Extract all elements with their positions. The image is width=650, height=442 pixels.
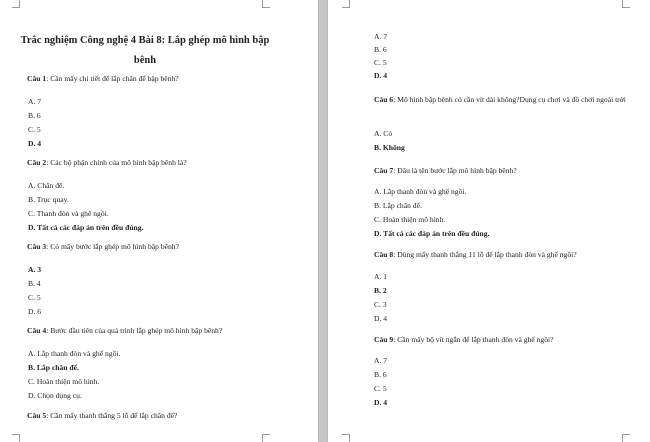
answer-option-correct: D. 4: [374, 398, 388, 407]
question-label: Câu 3: [27, 242, 47, 251]
question-text: : Có mấy bước lắp ghép mô hình bập bênh?: [46, 242, 179, 251]
question-label: Câu 9: [374, 335, 394, 344]
answer-option: A. 1: [374, 272, 388, 281]
answer-option: A. Lắp thanh đòn và ghế ngồi.: [28, 349, 121, 358]
answer-option: C. Hoàn thiện mô hình.: [374, 215, 446, 224]
question-label: Câu 8: [374, 250, 394, 259]
document-page-left: [0, 0, 318, 442]
answer-option: D. Chọn dụng cụ.: [28, 391, 82, 400]
answer-option-correct: D. 4: [374, 71, 388, 80]
question-text: : Mô hình bập bênh có cần vít dài không?Dụng cụ chơi và đồ chơi ngoài trời: [393, 95, 626, 104]
question-4: [27, 326, 222, 336]
question-text: : Cần mấy thanh thẳng 5 lỗ để lắp chân đế?: [46, 411, 178, 420]
answer-option-correct: D. Tất cả các đáp án trên đều đúng.: [28, 223, 144, 232]
answer-option: C. 3: [374, 300, 387, 309]
margin-corner-mark: [262, 0, 270, 8]
answer-option: A. Có: [374, 129, 393, 138]
answer-option-correct: D. 4: [28, 139, 42, 148]
question-text: : Dùng mấy thanh thẳng 11 lỗ để lắp thanh đòn và ghế ngồi?: [393, 250, 577, 259]
question-label: Câu 6: [374, 95, 394, 104]
answer-option-correct: B. Không: [374, 143, 405, 152]
question-label: Câu 5: [27, 411, 47, 420]
document-title: Trắc nghiệm Công nghệ 4 Bài 8: Lắp ghép mô hình bập bênh: [20, 35, 270, 66]
answer-option: B. Trục quay.: [28, 195, 69, 204]
answer-option: D. 6: [28, 307, 42, 316]
question-8: [374, 250, 577, 260]
question-9: [374, 335, 553, 345]
answer-option-correct: B. 2: [374, 286, 387, 295]
answer-option: C. Thanh đòn và ghế ngồi.: [28, 209, 109, 218]
answer-option: C. 5: [28, 125, 41, 134]
answer-option: B. Lắp chân đế.: [374, 201, 422, 210]
answer-option: A. Lắp thanh đòn và ghế ngồi.: [374, 187, 467, 196]
answer-option-correct: A. 3: [28, 265, 42, 274]
answer-option: B. 6: [374, 45, 387, 54]
answer-option: B. 6: [28, 111, 41, 120]
answer-option: C. 5: [28, 293, 41, 302]
question-1: [27, 74, 179, 84]
question-text: : Cần mấy bộ vít ngắn để lắp thanh đòn và ghế ngồi?: [393, 335, 554, 344]
question-3: [27, 242, 179, 252]
answer-option-correct: D. Tất cả các đáp án trên đều đúng.: [374, 229, 490, 238]
margin-corner-mark: [342, 0, 350, 8]
margin-corner-mark: [622, 434, 630, 442]
answer-option: A. Chân đế.: [28, 181, 65, 190]
question-text: : Đâu là tên bước lắp mô hình bập bênh?: [393, 166, 517, 175]
margin-corner-mark: [12, 0, 20, 8]
document-page-right: [328, 0, 650, 442]
question-label: Câu 7: [374, 166, 394, 175]
answer-option: C. 5: [374, 384, 387, 393]
answer-option: C. 5: [374, 58, 387, 67]
question-7: [374, 166, 517, 176]
question-text: : Bước đầu tiên của quá trình lắp ghép mô hình bập bênh?: [46, 326, 223, 335]
margin-corner-mark: [12, 434, 20, 442]
question-label: Câu 1: [27, 74, 47, 83]
answer-option: A. 7: [374, 32, 388, 41]
question-text: : Các bộ phận chính của mô hình bập bênh là?: [46, 158, 187, 167]
answer-option: A. 7: [28, 97, 42, 106]
question-label: Câu 2: [27, 158, 47, 167]
question-label: Câu 4: [27, 326, 47, 335]
answer-option: B. 4: [28, 279, 41, 288]
answer-option-correct: B. Lắp chân đế.: [28, 363, 79, 372]
margin-corner-mark: [342, 434, 350, 442]
answer-option: C. Hoàn thiện mô hình.: [28, 377, 100, 386]
question-text: : Cần mấy chi tiết để lắp chân để bập bênh?: [46, 74, 179, 83]
answer-option: D. 4: [374, 314, 388, 323]
answer-option: B. 6: [374, 370, 387, 379]
margin-corner-mark: [622, 0, 630, 8]
margin-corner-mark: [262, 434, 270, 442]
question-6: [374, 95, 636, 105]
answer-option: A. 7: [374, 356, 388, 365]
question-5: [27, 411, 177, 421]
question-2: [27, 158, 187, 168]
